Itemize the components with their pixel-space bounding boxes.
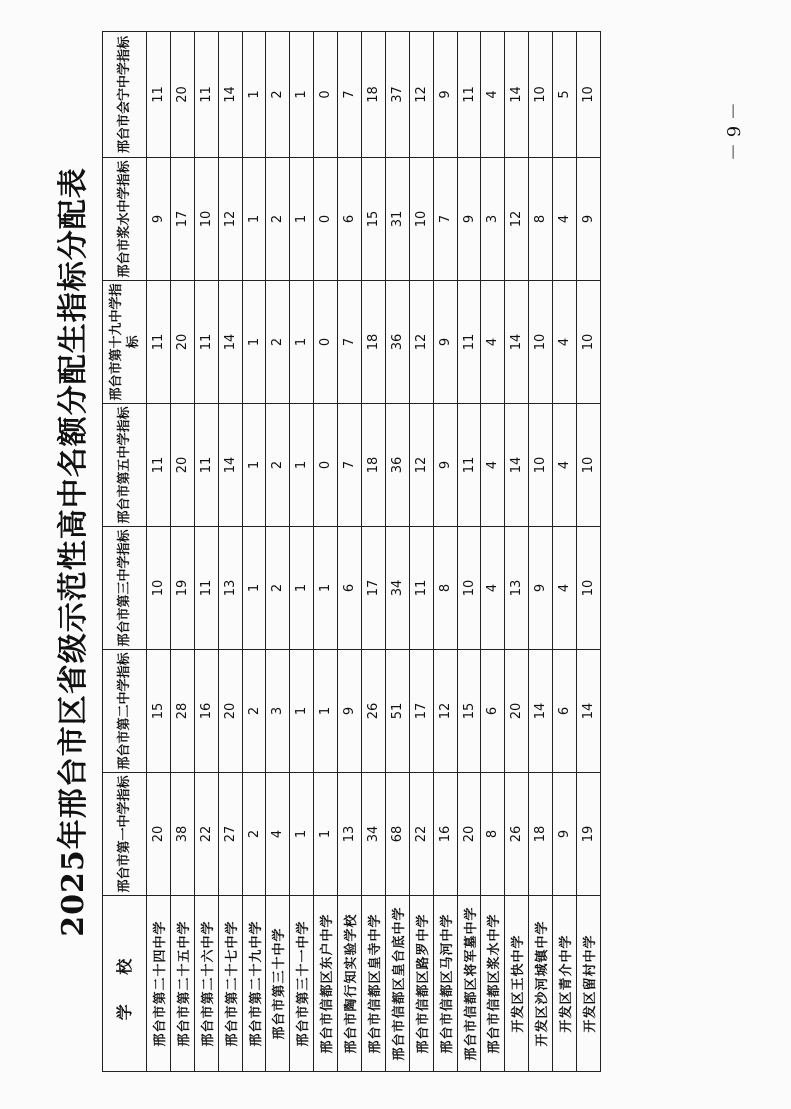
school-name-cell: 邢台市第二十六中学 xyxy=(194,896,218,1072)
quota-cell: 2 xyxy=(266,527,290,650)
quota-cell: 1 xyxy=(314,773,338,896)
quota-cell: 27 xyxy=(218,773,242,896)
quota-cell: 12 xyxy=(218,158,242,281)
quota-cell: 4 xyxy=(481,527,505,650)
quota-cell: 10 xyxy=(409,158,433,281)
quota-cell: 15 xyxy=(457,650,481,773)
quota-cell: 11 xyxy=(194,527,218,650)
quota-cell: 4 xyxy=(481,404,505,527)
quota-cell: 9 xyxy=(338,650,362,773)
table-row xyxy=(385,32,409,1072)
column-header-quota: 邢台市第三中学指标 xyxy=(103,527,147,650)
quota-cell: 14 xyxy=(505,281,529,404)
school-name-cell: 邢台市第二十四中学 xyxy=(147,896,171,1072)
quota-cell: 34 xyxy=(362,773,386,896)
quota-cell: 19 xyxy=(170,527,194,650)
quota-cell: 8 xyxy=(433,527,457,650)
school-name-cell: 邢台市信都区东户中学 xyxy=(314,896,338,1072)
quota-cell: 17 xyxy=(170,158,194,281)
school-name-cell: 开发区沙河城镇中学 xyxy=(529,896,553,1072)
quota-cell: 19 xyxy=(577,773,601,896)
quota-cell: 9 xyxy=(457,158,481,281)
quota-cell: 9 xyxy=(529,527,553,650)
column-header-quota: 邢台市第二中学指标 xyxy=(103,650,147,773)
school-name-cell: 开发区王快中学 xyxy=(505,896,529,1072)
quota-cell: 9 xyxy=(577,158,601,281)
quota-cell: 10 xyxy=(529,404,553,527)
table-row xyxy=(409,32,433,1072)
table-row xyxy=(362,32,386,1072)
quota-cell: 2 xyxy=(266,32,290,158)
quota-cell: 2 xyxy=(266,158,290,281)
quota-cell: 0 xyxy=(314,32,338,158)
school-name-cell: 邢台市第三十中学 xyxy=(266,896,290,1072)
quota-cell: 2 xyxy=(242,773,266,896)
school-name-cell: 邢台市信都区皇台底中学 xyxy=(385,896,409,1072)
quota-cell: 18 xyxy=(362,404,386,527)
quota-cell: 11 xyxy=(194,404,218,527)
quota-cell: 36 xyxy=(385,404,409,527)
quota-cell: 18 xyxy=(362,32,386,158)
quota-cell: 14 xyxy=(218,32,242,158)
column-header-quota: 邢台市第十九中学指标 xyxy=(103,281,147,404)
quota-cell: 2 xyxy=(266,404,290,527)
table-header xyxy=(103,32,147,1072)
table-row xyxy=(529,32,553,1072)
quota-cell: 14 xyxy=(529,650,553,773)
quota-cell: 4 xyxy=(481,32,505,158)
quota-cell: 17 xyxy=(362,527,386,650)
quota-cell: 5 xyxy=(553,32,577,158)
quota-cell: 10 xyxy=(147,527,171,650)
table-row xyxy=(170,32,194,1072)
quota-cell: 20 xyxy=(170,281,194,404)
quota-cell: 1 xyxy=(290,158,314,281)
school-name-cell: 邢台市信都区将军墓中学 xyxy=(457,896,481,1072)
quota-cell: 10 xyxy=(577,527,601,650)
quota-cell: 1 xyxy=(242,527,266,650)
quota-cell: 1 xyxy=(290,32,314,158)
quota-cell: 10 xyxy=(529,32,553,158)
table-row xyxy=(553,32,577,1072)
table-row xyxy=(481,32,505,1072)
quota-cell: 1 xyxy=(242,281,266,404)
quota-cell: 4 xyxy=(553,527,577,650)
table-row xyxy=(242,32,266,1072)
quota-cell: 15 xyxy=(147,650,171,773)
quota-cell: 20 xyxy=(457,773,481,896)
quota-cell: 2 xyxy=(242,650,266,773)
quota-cell: 12 xyxy=(409,281,433,404)
quota-cell: 15 xyxy=(362,158,386,281)
quota-cell: 11 xyxy=(457,404,481,527)
quota-cell: 1 xyxy=(242,32,266,158)
quota-cell: 14 xyxy=(218,281,242,404)
quota-cell: 1 xyxy=(314,650,338,773)
quota-cell: 51 xyxy=(385,650,409,773)
quota-cell: 11 xyxy=(147,281,171,404)
quota-cell: 68 xyxy=(385,773,409,896)
table-body xyxy=(147,32,601,1072)
quota-cell: 18 xyxy=(529,773,553,896)
document-title: 2025年邢台市区省级示范性高中名额分配生指标分配表 xyxy=(56,167,91,937)
quota-cell: 1 xyxy=(314,527,338,650)
table-row xyxy=(266,32,290,1072)
quota-cell: 11 xyxy=(147,404,171,527)
school-name-cell: 邢台市信都区皇寺中学 xyxy=(362,896,386,1072)
quota-cell: 1 xyxy=(290,650,314,773)
quota-cell: 36 xyxy=(385,281,409,404)
quota-cell: 12 xyxy=(409,404,433,527)
school-name-cell: 开发区留村中学 xyxy=(577,896,601,1072)
quota-cell: 11 xyxy=(409,527,433,650)
quota-cell: 18 xyxy=(362,281,386,404)
quota-cell: 1 xyxy=(290,773,314,896)
school-name-cell: 开发区青介中学 xyxy=(553,896,577,1072)
quota-cell: 6 xyxy=(338,158,362,281)
quota-cell: 13 xyxy=(338,773,362,896)
quota-cell: 22 xyxy=(409,773,433,896)
school-name-cell: 邢台市陶行知实验学校 xyxy=(338,896,362,1072)
quota-cell: 10 xyxy=(457,527,481,650)
quota-cell: 16 xyxy=(433,773,457,896)
column-header-quota: 邢台市浆水中学指标 xyxy=(103,158,147,281)
quota-cell: 1 xyxy=(290,404,314,527)
quota-cell: 12 xyxy=(433,650,457,773)
quota-cell: 17 xyxy=(409,650,433,773)
quota-cell: 20 xyxy=(147,773,171,896)
quota-cell: 12 xyxy=(505,158,529,281)
table-row xyxy=(147,32,171,1072)
quota-cell: 26 xyxy=(505,773,529,896)
table-row xyxy=(505,32,529,1072)
school-name-cell: 邢台市第二十五中学 xyxy=(170,896,194,1072)
quota-cell: 1 xyxy=(242,158,266,281)
quota-cell: 4 xyxy=(553,158,577,281)
table-row xyxy=(314,32,338,1072)
quota-cell: 4 xyxy=(553,404,577,527)
quota-cell: 31 xyxy=(385,158,409,281)
quota-cell: 11 xyxy=(194,281,218,404)
quota-cell: 7 xyxy=(338,404,362,527)
quota-cell: 9 xyxy=(553,773,577,896)
quota-cell: 20 xyxy=(170,404,194,527)
quota-cell: 6 xyxy=(481,650,505,773)
quota-cell: 10 xyxy=(194,158,218,281)
quota-cell: 6 xyxy=(553,650,577,773)
quota-cell: 10 xyxy=(529,281,553,404)
table-row xyxy=(194,32,218,1072)
quota-cell: 3 xyxy=(266,650,290,773)
quota-cell: 8 xyxy=(481,773,505,896)
quota-cell: 4 xyxy=(481,281,505,404)
school-name-cell: 邢台市第二十七中学 xyxy=(218,896,242,1072)
quota-cell: 9 xyxy=(147,158,171,281)
quota-cell: 14 xyxy=(505,32,529,158)
quota-cell: 9 xyxy=(433,404,457,527)
quota-cell: 11 xyxy=(194,32,218,158)
quota-cell: 7 xyxy=(338,281,362,404)
quota-cell: 38 xyxy=(170,773,194,896)
quota-cell: 26 xyxy=(362,650,386,773)
quota-cell: 4 xyxy=(553,281,577,404)
quota-cell: 7 xyxy=(433,158,457,281)
school-name-cell: 邢台市信都区马河中学 xyxy=(433,896,457,1072)
quota-cell: 37 xyxy=(385,32,409,158)
column-header-quota: 邢台市第一中学指标 xyxy=(103,773,147,896)
quota-cell: 14 xyxy=(218,404,242,527)
quota-cell: 12 xyxy=(409,32,433,158)
quota-cell: 13 xyxy=(218,527,242,650)
rotated-content xyxy=(40,32,620,1072)
quota-cell: 1 xyxy=(290,527,314,650)
quota-cell: 4 xyxy=(266,773,290,896)
quota-cell: 16 xyxy=(194,650,218,773)
quota-cell: 34 xyxy=(385,527,409,650)
quota-cell: 9 xyxy=(433,32,457,158)
column-header-quota: 邢台市会宁中学指标 xyxy=(103,32,147,158)
header-row xyxy=(103,32,147,1072)
quota-cell: 11 xyxy=(457,281,481,404)
quota-table xyxy=(102,31,601,1072)
quota-cell: 14 xyxy=(577,650,601,773)
table-row xyxy=(290,32,314,1072)
school-name-cell: 邢台市第二十九中学 xyxy=(242,896,266,1072)
quota-cell: 11 xyxy=(457,32,481,158)
quota-cell: 0 xyxy=(314,158,338,281)
quota-cell: 20 xyxy=(218,650,242,773)
page-number: － 9 － xyxy=(724,102,745,162)
quota-cell: 0 xyxy=(314,404,338,527)
table-row xyxy=(338,32,362,1072)
quota-cell: 0 xyxy=(314,281,338,404)
table-row xyxy=(433,32,457,1072)
quota-cell: 1 xyxy=(242,404,266,527)
quota-cell: 22 xyxy=(194,773,218,896)
table-row xyxy=(577,32,601,1072)
column-header-school: 学 校 xyxy=(103,896,147,1072)
quota-cell: 8 xyxy=(529,158,553,281)
quota-cell: 14 xyxy=(505,404,529,527)
quota-cell: 10 xyxy=(577,404,601,527)
school-name-cell: 邢台市第三十一中学 xyxy=(290,896,314,1072)
table-row xyxy=(457,32,481,1072)
quota-cell: 9 xyxy=(433,281,457,404)
quota-cell: 3 xyxy=(481,158,505,281)
quota-cell: 7 xyxy=(338,32,362,158)
quota-cell: 11 xyxy=(147,32,171,158)
quota-cell: 13 xyxy=(505,527,529,650)
quota-cell: 20 xyxy=(505,650,529,773)
quota-cell: 2 xyxy=(266,281,290,404)
quota-cell: 10 xyxy=(577,32,601,158)
quota-cell: 1 xyxy=(290,281,314,404)
quota-cell: 6 xyxy=(338,527,362,650)
column-header-quota: 邢台市第五中学指标 xyxy=(103,404,147,527)
school-name-cell: 邢台市信都区路罗中学 xyxy=(409,896,433,1072)
school-name-cell: 邢台市信都区浆水中学 xyxy=(481,896,505,1072)
quota-cell: 28 xyxy=(170,650,194,773)
quota-cell: 20 xyxy=(170,32,194,158)
quota-cell: 10 xyxy=(577,281,601,404)
table-row xyxy=(218,32,242,1072)
